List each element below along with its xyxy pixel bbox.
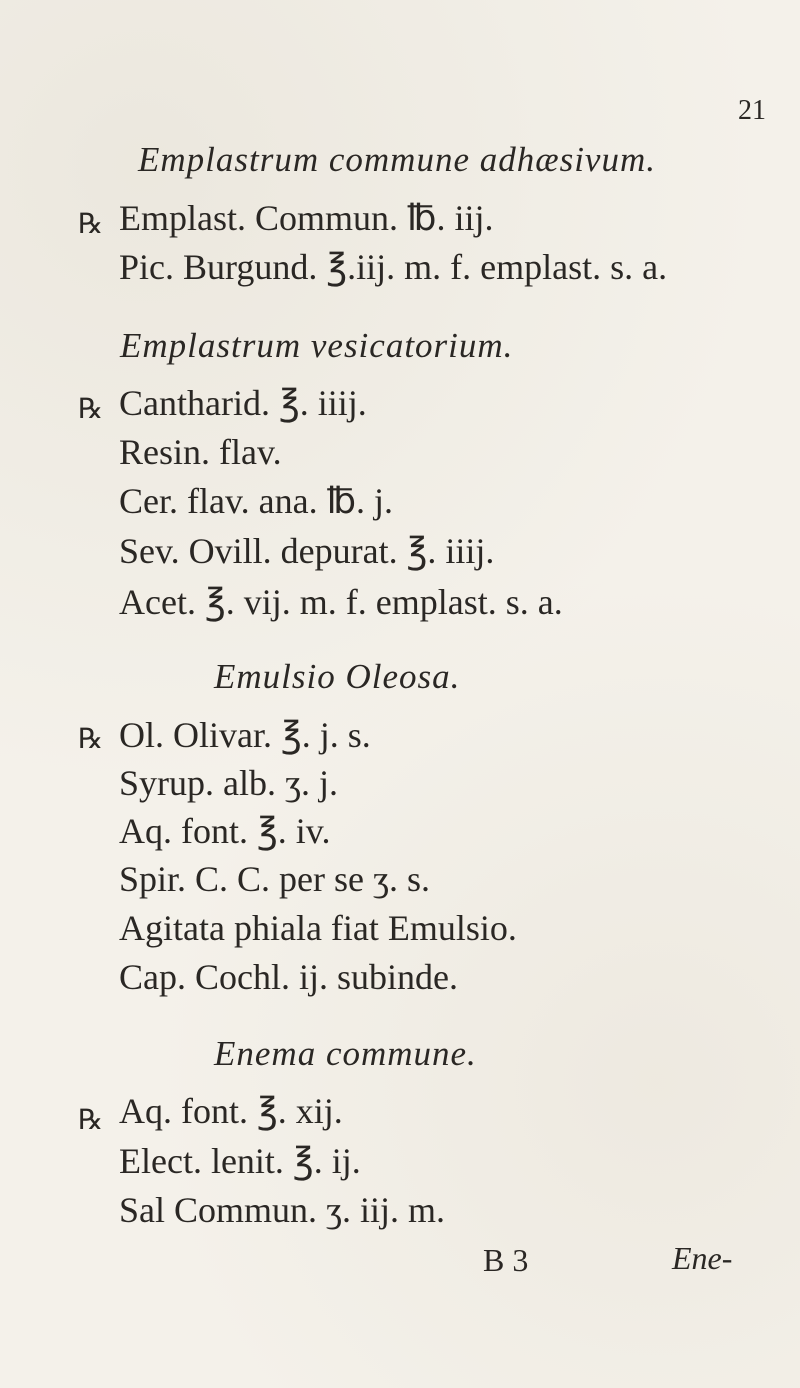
recipe-line: Cer. flav. ana. ℔. j.	[119, 481, 394, 521]
section-title-enema-commune: Enema commune.	[214, 1034, 477, 1073]
recipe-line: Resin. flav.	[119, 432, 282, 472]
recipe-line: Cap. Cochl. ij. subinde.	[119, 957, 458, 997]
recipe-line: Pic. Burgund. ℥.iij. m. f. emplast. s. a.	[119, 247, 668, 287]
recipe-line: Sal Commun. ʒ. iij. m.	[119, 1190, 446, 1230]
recipe-symbol-icon: ℞	[78, 722, 104, 755]
recipe-symbol-icon: ℞	[78, 1103, 104, 1136]
recipe-line: Elect. lenit. ℥. ij.	[119, 1141, 361, 1181]
recipe-line: Aq. font. ℥. xij.	[119, 1091, 343, 1131]
recipe-line: Sev. Ovill. depurat. ℥. iiij.	[119, 531, 495, 571]
signature-mark: B 3	[483, 1242, 529, 1278]
recipe-symbol-icon: ℞	[78, 207, 104, 240]
section-title-emplastrum-vesicatorium: Emplastrum vesicatorium.	[120, 326, 514, 365]
recipe-line: Spir. C. C. per se ʒ. s.	[119, 859, 430, 899]
recipe-line: Syrup. alb. ʒ. j.	[119, 763, 338, 803]
recipe-line: Acet. ℥. vij. m. f. emplast. s. a.	[119, 582, 563, 622]
recipe-line: Emplast. Commun. ℔. iij.	[119, 198, 494, 238]
recipe-symbol-icon: ℞	[78, 392, 104, 425]
recipe-line: Agitata phiala fiat Emulsio.	[119, 908, 517, 948]
section-title-emulsio-oleosa: Emulsio Oleosa.	[214, 657, 461, 696]
page-number: 21	[738, 95, 766, 126]
section-title-emplastrum-commune: Emplastrum commune adhæsivum.	[138, 140, 656, 179]
recipe-line: Ol. Olivar. ℥. j. s.	[119, 715, 371, 755]
recipe-line: Aq. font. ℥. iv.	[119, 811, 331, 851]
catchword: Ene-	[672, 1240, 733, 1276]
recipe-line: Cantharid. ℥. iiij.	[119, 383, 367, 423]
